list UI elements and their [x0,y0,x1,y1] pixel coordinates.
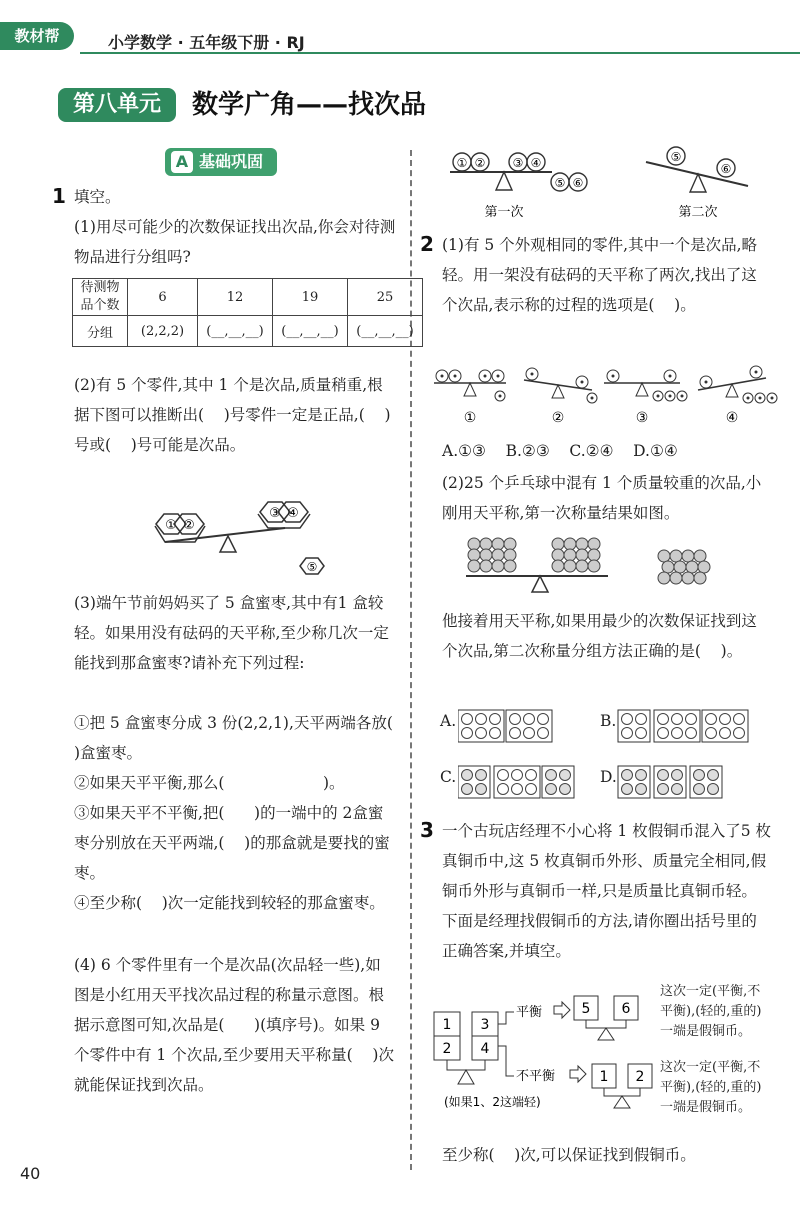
pingpong-ball [694,550,706,562]
pingpong-ball [552,538,564,550]
q2-options1: A.①③ B.②③ C.②④ D.①④ [442,442,678,460]
q1-part3-step4: ④至少称( )次一定能找到较轻的那盒蜜枣。 [74,894,385,912]
ball-icon [622,770,633,781]
svg-text:第二次: 第二次 [678,205,718,220]
ball-icon [694,770,705,781]
ball-icon [708,784,719,795]
svg-text:⑤: ⑤ [670,150,682,164]
svg-text:2: 2 [442,1041,452,1057]
option-d-label: D. [600,768,617,786]
svg-text:5: 5 [581,1001,591,1017]
pingpong-ball [588,549,600,561]
pingpong-ball [658,550,670,562]
hexagon-part-1 [156,514,186,534]
ball-icon [636,728,647,739]
q1-part4: (4) 6 个零件里有一个是次品(次品轻一些),如图是小红用天平找次品过程的称量示意图。根据示意图可知,次品是( )(填序号)。如果 9 个零件中有 1 个次品,至少要用天平称量( )次就能保证找到次品。 [74,956,394,1094]
grouping-table [72,278,423,347]
ball-icon [706,728,717,739]
ball-icon [462,770,473,781]
header-title: 小学数学 · 五年级下册 · RJ [108,33,305,52]
ball-icon [622,728,633,739]
branch-line [498,1046,514,1076]
group-box [702,710,748,742]
ball-icon [510,728,521,739]
ball-icon [672,770,683,781]
svg-text:⑤: ⑤ [306,560,318,574]
ball-icon [622,714,633,725]
ball-icon [622,784,633,795]
svg-text:④: ④ [725,410,739,426]
q2-part2: (2)25 个乒乓球中混有 1 个质量较重的次品,小刚用天平称,第一次称量结果如图。 [442,474,762,522]
ball-icon [686,728,697,739]
pingpong-ball [686,561,698,573]
pingpong-ball [588,560,600,572]
svg-text:1: 1 [599,1069,609,1085]
pingpong-ball [588,538,600,550]
hexagon-part-2 [174,514,204,534]
svg-text:④: ④ [530,156,542,170]
svg-text:不平衡: 不平衡 [516,1069,556,1084]
second-weighing [646,147,748,220]
pingpong-ball [552,560,564,572]
ball-icon [512,770,523,781]
pingpong-ball [480,549,492,561]
q2-part1: (1)有 5 个外观相同的零件,其中一个是次品,略轻。用一架没有砝码的天平称了两次,找出了这个次品,表示称的过程的选项是( )。 [442,236,758,314]
balance-fulcrum [220,536,236,552]
option-c-label: C. [440,768,457,786]
svg-text:2: 2 [635,1069,645,1085]
svg-text:③: ③ [269,506,281,521]
section-badge [165,148,277,176]
q2-number: 2 [420,232,434,256]
pingpong-ball [468,538,480,550]
ball-icon [538,714,549,725]
header-rule [80,52,800,54]
svg-text:①: ① [456,156,468,170]
pingpong-ball [682,550,694,562]
ball-icon [462,728,473,739]
table-count-cell: 25 [348,279,423,316]
ball-icon [462,784,473,795]
header-tab: 教材帮 [0,22,74,50]
ball-icon [512,784,523,795]
pingpong-ball [480,538,492,550]
svg-text:③: ③ [635,410,649,426]
ball-icon [524,728,535,739]
first-weighing [450,153,587,220]
second-weighing-unbalanced [592,1064,652,1108]
ball-icon [524,714,535,725]
ball-icon [686,714,697,725]
table-row-label: 分组 [73,316,128,347]
option-b-label: B. [600,712,617,730]
pingpong-ball [576,549,588,561]
group-box [654,710,700,742]
svg-text:平衡: 平衡 [516,1005,543,1020]
svg-text:⑤: ⑤ [554,176,566,190]
svg-text:④: ④ [287,506,299,521]
svg-text:②: ② [183,518,195,533]
ball-icon [476,784,487,795]
svg-text:①: ① [165,518,177,533]
ball-icon [546,770,557,781]
section-letter: A [171,151,193,173]
pingpong-ball [674,561,686,573]
group-box [506,710,552,742]
hexagon-part-4 [278,502,308,522]
scale-option-3 [604,370,687,426]
pingpong-ball [492,549,504,561]
q1-part3-step2: ②如果天平平衡,那么( )。 [74,774,345,792]
svg-text:②: ② [551,410,565,426]
ball-icon [498,784,509,795]
q1-part1: (1)用尽可能少的次数保证找出次品,你会对待测物品进行分组吗? [74,218,396,266]
pingpong-ball [658,572,670,584]
pingpong-ball [576,560,588,572]
page-number: 40 [20,1164,41,1183]
table-group-cell: (__,__,__) [198,316,273,347]
pingpong-ball [682,572,694,584]
table-header-cell: 待测物品个数 [73,279,128,316]
svg-text:⑥: ⑥ [720,162,732,176]
pingpong-ball [564,549,576,561]
scale-option-1 [434,370,506,426]
pingpong-ball [564,538,576,550]
table-group-cell: (__,__,__) [348,316,423,347]
ball-icon [510,714,521,725]
ball-icon [546,784,557,795]
first-weighing-boxes [434,1012,498,1084]
svg-text:②: ② [474,156,486,170]
balanced-instruction: 这次一定(平衡,不平衡),(轻的,重的)一端是假铜币。 [660,984,762,1039]
hexagon-balance-figure [140,496,340,586]
svg-text:(如果1、2这端轻): (如果1、2这端轻) [444,1095,541,1109]
ball-icon [636,784,647,795]
section-label: 基础巩固 [199,152,264,171]
ball-icon [658,714,669,725]
arrow-right-icon [554,1002,570,1018]
pingpong-ball [670,572,682,584]
q1-part3-step1: ①把 5 盒蜜枣分成 3 份(2,2,1),天平两端各放( )盒蜜枣。 [74,714,413,762]
q3-final: 至少称( )次,可以保证找到假铜币。 [442,1146,696,1164]
svg-text:6: 6 [621,1001,631,1017]
ball-icon [636,714,647,725]
pingpong-ball [504,538,516,550]
ball-icon [476,728,487,739]
ball-icon [734,728,745,739]
ball-icon [476,770,487,781]
ball-icon [694,784,705,795]
q1-part3-step3: ③如果天平不平衡,把( )的一端中的 2盒蜜枣分别放在天平两端,( )的那盒就是要找的蜜枣。 [74,804,390,882]
ball-icon [538,728,549,739]
pingpong-ball [576,538,588,550]
second-weighing-balanced [574,996,638,1040]
ball-icon [490,714,501,725]
table-group-cell: (__,__,__) [273,316,348,347]
q3-number: 3 [420,818,434,842]
ball-icon [672,784,683,795]
ball-icon [526,770,537,781]
q3-text: 一个古玩店经理不小心将 1 枚假铜币混入了5 枚真铜币中,这 5 枚真铜币外形、质量完全相同,假铜币外形与真铜币一样,只是质量比真铜币轻。下面是经理找假铜币的方法,请你圈出括号里的正确答案,并填空。 [442,822,772,960]
svg-text:3: 3 [480,1017,490,1033]
q2-part2-question: 他接着用天平称,如果用最少的次数保证找到这个次品,第二次称量分组方法正确的是( )。 [442,612,757,660]
pingpong-ball [564,560,576,572]
option-a-label: A. [440,712,457,730]
ball-icon [560,784,571,795]
pingpong-ball [698,561,710,573]
ball-icon [720,728,731,739]
branch-line [498,1012,514,1024]
ball-icon [462,714,473,725]
pingpong-ball [552,549,564,561]
group-box [458,710,504,742]
svg-text:4: 4 [480,1041,490,1057]
ball-icon [706,714,717,725]
ball-icon [498,770,509,781]
scale-option-4 [698,366,777,426]
pingpong-ball [504,560,516,572]
pingpong-ball [670,550,682,562]
svg-text:③: ③ [512,156,524,170]
ball-icon [476,714,487,725]
pingpong-ball [480,560,492,572]
arrow-right-icon [570,1066,586,1082]
table-count-cell: 19 [273,279,348,316]
ball-icon [636,770,647,781]
unit-badge: 第八单元 [58,88,176,122]
table-group-cell: (2,2,2) [128,316,198,347]
grouping-options-figure [458,708,758,808]
hexagon-part-5 [300,558,324,574]
unit-title: 数学广角——找次品 [192,90,427,120]
q1-part3: (3)端午节前妈妈买了 5 盒蜜枣,其中有1 盒较轻。如果用没有砝码的天平称,至少称几次一定能找到那盒蜜枣?请补充下列过程: [74,594,389,672]
q1-part2: (2)有 5 个零件,其中 1 个是次品,质量稍重,根据下图可以推断出( )号零件一定是正品,( )号或( )号可能是次品。 [74,376,391,454]
ball-icon [672,728,683,739]
ball-icon [490,728,501,739]
svg-text:①: ① [463,410,477,426]
svg-text:⑥: ⑥ [572,176,584,190]
q1-number: 1 [52,184,66,208]
ball-icon [658,728,669,739]
table-count-cell: 12 [198,279,273,316]
balance-fulcrum [532,576,548,592]
ball-icon [658,784,669,795]
pingpong-ball [492,560,504,572]
right-pan [258,514,310,528]
pingpong-ball [504,549,516,561]
q1-title: 填空。 [74,188,121,206]
pingpong-balance-figure [460,536,760,600]
table-count-cell: 6 [128,279,198,316]
svg-text:1: 1 [442,1017,452,1033]
ball-icon [672,714,683,725]
pingpong-ball [694,572,706,584]
group-box [494,766,540,798]
pingpong-ball [662,561,674,573]
ball-icon [708,770,719,781]
ball-icon [658,770,669,781]
pingpong-ball [492,538,504,550]
hexagon-part-3 [260,502,290,522]
ball-icon [560,770,571,781]
unbalanced-instruction: 这次一定(平衡,不平衡),(轻的,重的)一端是假铜币。 [660,1060,762,1115]
ball-icon [720,714,731,725]
two-weighings-figure [440,146,770,226]
svg-text:第一次: 第一次 [484,205,524,220]
pingpong-ball [468,560,480,572]
ball-icon [526,784,537,795]
ball-icon [734,714,745,725]
four-scales-figure [430,364,780,430]
scale-option-2 [524,368,597,426]
pingpong-ball [468,549,480,561]
